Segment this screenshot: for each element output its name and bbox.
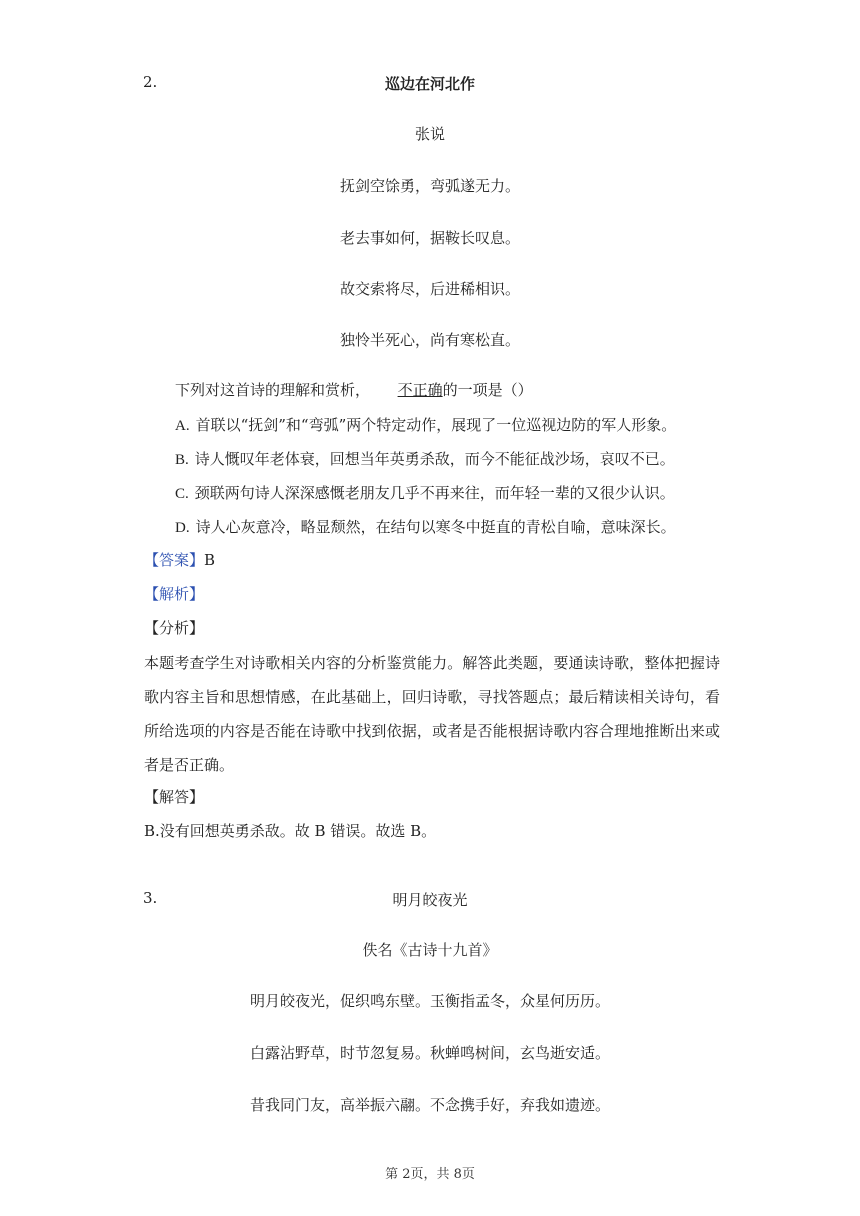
page-footer: 第 2页，共 8页 (385, 1167, 475, 1182)
option-text: 诗人心灰意冷，略显颓然，在结句以寒冬中挺直的青松自喻，意味深长。 (195, 518, 676, 536)
answer-label: 【答案】 (144, 551, 205, 569)
poem-line: 故交索将尽，后进稀相识。 (339, 280, 520, 298)
option-d (175, 516, 676, 537)
option-text: 首联以“抚剑”和“弯弧”两个特定动作，展现了一位巡视边防的军人形象。 (195, 416, 677, 434)
option-c (175, 482, 675, 503)
option-letter: C. (175, 486, 189, 502)
question-stem (175, 379, 533, 400)
question-prefix: 下列对这首诗的理解和赏析， (175, 381, 371, 399)
poem-line: 抚剑空馀勇，弯弧遂无力。 (339, 177, 520, 195)
poem-author: 佚名《古诗十九首》 (362, 941, 498, 959)
poem-author: 张说 (414, 125, 445, 143)
answer-line (144, 549, 215, 570)
fenxi-text: 本题考查学生对诗歌相关内容的分析鉴赏能力。解答此类题，要通读诗歌，整体把握诗歌内容主旨和思想情感，在此基础上，回归诗歌，寻找答题点；最后精读相关诗句，看所给选项的内容是否能在诗歌中找到依据，或者是否能根据诗歌内容合理地推断出来或者是否正确。 (144, 654, 720, 774)
option-text: 颈联两句诗人深深感慨老朋友几乎不再来往，而年轻一辈的又很少认识。 (194, 484, 675, 502)
poem-line: 独怜半死心，尚有寒松直。 (339, 331, 520, 349)
poem-line: 昔我同门友，高举振六翮。不念携手好，弃我如遗迹。 (249, 1096, 610, 1114)
option-a (175, 414, 676, 435)
poem-line: 明月皎夜光，促织鸣东壁。玉衡指孟冬，众星何历历。 (249, 992, 610, 1010)
option-letter: A. (175, 418, 190, 434)
answer-value: B (204, 551, 216, 569)
question-number: 3. (143, 889, 158, 907)
poem-line: 老去事如何，据鞍长叹息。 (339, 229, 520, 247)
fenxi-label: 【分析】 (144, 619, 205, 637)
option-letter: D. (175, 520, 190, 536)
poem-title: 明月皎夜光 (392, 891, 468, 909)
option-text: 诗人慨叹年老体衰，回想当年英勇杀敌，而今不能征战沙场，哀叹不已。 (194, 450, 675, 468)
question-suffix: 的一项是（） (442, 381, 533, 399)
jieda-label: 【解答】 (144, 788, 205, 806)
poem-title: 巡边在河北作 (384, 75, 475, 93)
jieda-text: B.没有回想英勇杀敌。故 B 错误。故选 B。 (144, 822, 437, 840)
option-letter: B. (175, 452, 189, 468)
analysis-label: 【解析】 (144, 585, 205, 603)
question-emphasis: 不正确 (397, 381, 443, 399)
question-number: 2. (143, 73, 158, 91)
option-b (175, 448, 675, 469)
poem-line: 白露沾野草，时节忽复易。秋蝉鸣树间，玄鸟逝安适。 (249, 1044, 610, 1062)
